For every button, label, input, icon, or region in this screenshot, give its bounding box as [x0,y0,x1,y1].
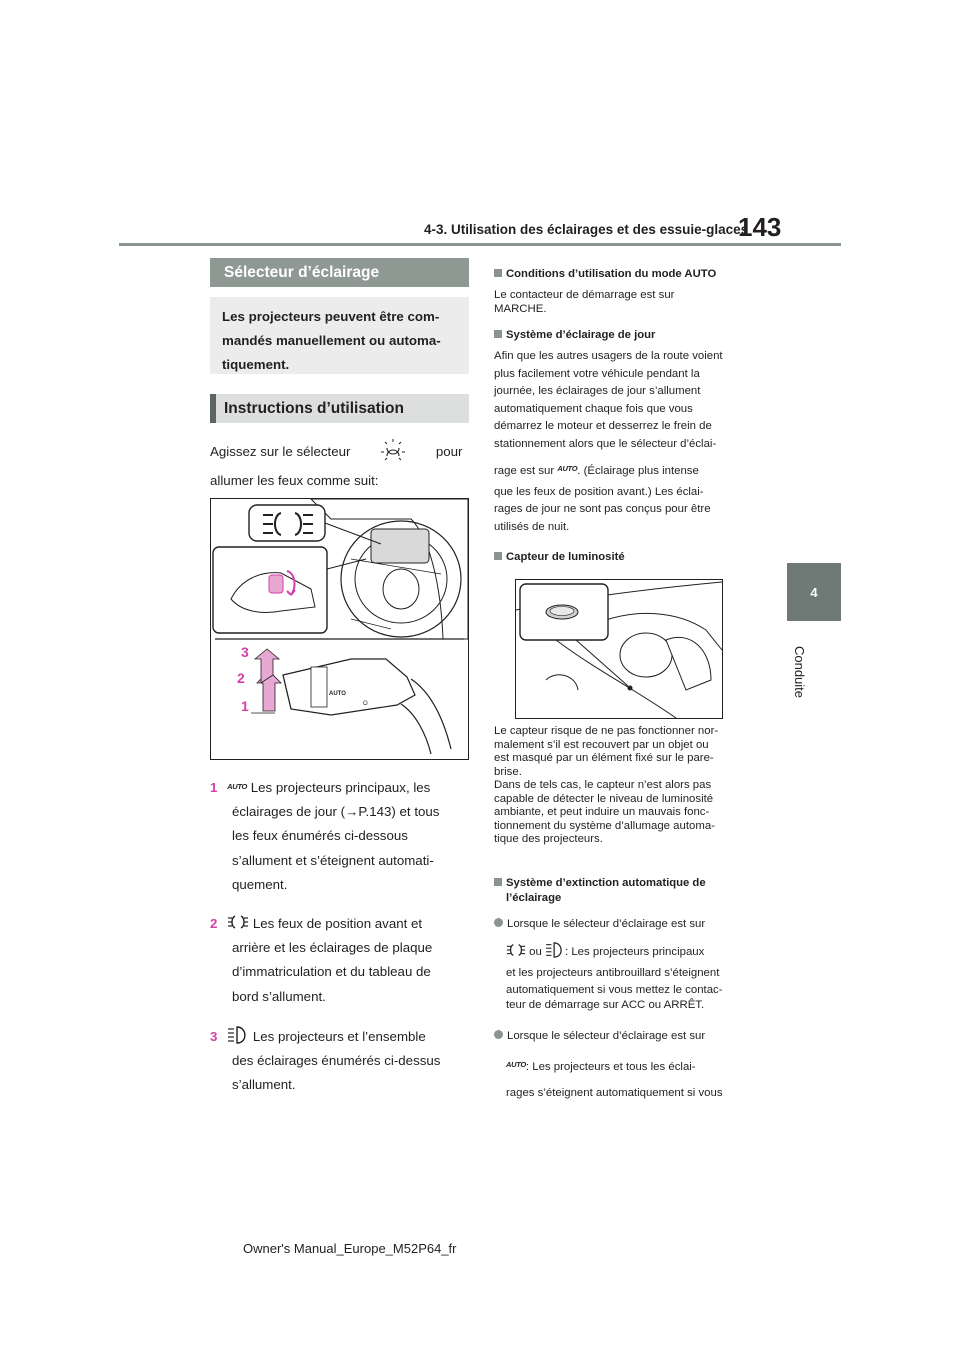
light-sensor-illustration [515,579,723,719]
intro-line: Les projecteurs peuvent être com- [222,309,440,324]
text-fragment: Lorsque le sélecteur d’éclairage est sur [507,1030,706,1042]
heading-marker [494,269,502,277]
instructions-line-1 [210,438,470,465]
intro-line: mandés manuellement ou automa- [222,333,441,348]
text-line [494,1056,752,1077]
instructions-text-a: Agissez sur le sélecteur [210,444,351,459]
text-line [494,460,752,481]
section-title-instructions [210,394,469,423]
header-rule [119,243,841,246]
callout-2: 2 [237,670,245,686]
position-lights-icon [506,943,526,957]
step-text: s’allument et s’éteignent automati- [232,852,434,868]
text-line: malement s’il est recouvert par un objet ou [494,738,709,751]
step-2 [210,912,470,1009]
step-number: 3 [210,1029,218,1044]
step-1 [210,775,470,897]
text-line: et les projecteurs antibrouillard s’éteignent [506,967,720,979]
text-fragment: : Les projecteurs principaux [565,945,705,958]
step-text: bord s’allument. [232,988,326,1004]
text-line: Le capteur risque de ne pas fonctionner nor- [494,725,719,737]
step-text: Les projecteurs principaux, les [250,780,431,795]
intro-line: tiquement. [222,357,290,372]
intro-box [210,297,469,374]
callout-1: 1 [241,698,249,714]
text-line [494,942,752,962]
text-line: rages s’éteignent automatiquement si vous [506,1087,723,1099]
chapter-title: 4-3. Utilisation des éclairages et des essuie-glaces [424,222,749,237]
heading-marker [494,552,502,560]
text-line: teur de démarrage sur ACC ou ARRÊT. [506,998,705,1011]
text-line: est masqué par un élément fixé sur le pare- [494,752,714,764]
text-line: tique des projecteurs. [494,833,603,845]
light-switch-drawing [211,499,468,759]
text-fragment: . (Éclairage plus intense [577,465,699,477]
text-line: journée, les éclairages de jour s’allument [494,385,701,397]
text-line: Le contacteur de démarrage est sur [494,289,675,301]
heading-sensor [494,550,754,565]
heading-text: Système d’extinction automatique de [506,877,706,889]
bullet-dot [494,1030,503,1039]
step-text: d’immatriculation et du tableau de [232,964,431,980]
sensor-text [494,725,752,847]
text-line: stationnement alors que le sélecteur d’éclai- [494,437,717,450]
drl-text [494,348,752,536]
text-fragment: Lorsque le sélecteur d’éclairage est sur [507,918,706,930]
page-number: 143 [738,212,782,242]
text-line: utilisés de nuit. [494,520,570,533]
text-fragment: : Les projecteurs et tous les éclai- [525,1060,696,1073]
step-text: arrière et les éclairages de plaque [232,940,433,956]
light-sensor-drawing [516,580,722,718]
callout-3: 3 [241,644,249,660]
auto-icon: AUTO [557,464,578,473]
step-number: 2 [210,916,218,931]
headlights-icon [545,942,565,958]
step-text: éclairages de jour (→P.143) et tous [232,804,440,820]
heading-drl [494,328,754,343]
heading-text: l’éclairage [506,892,562,904]
step-text: les feux énumérés ci-dessous [232,828,408,844]
heading-text: Capteur de luminosité [506,551,625,563]
text-line: ambiante, et peut induire un mauvais fonc- [494,806,710,818]
auto-off-bullet-2 [494,1028,752,1103]
text-line: démarrez le moteur et desserrez le frein de [494,420,712,432]
step-text: s’allument. [232,1077,296,1093]
text-line: automatiquement chaque fois que vous [494,402,693,415]
step-3 [210,1025,470,1098]
instructions-intro [210,438,470,493]
heading-marker [494,330,502,338]
footer-doc-id: Owner's Manual_Europe_M52P64_fr [243,1241,457,1256]
step-text: Les projecteurs et l’ensemble [252,1029,426,1044]
step-text: quement. [232,876,288,892]
auto-off-bullet-1 [494,916,752,1013]
text-fragment: ou [529,945,542,958]
text-line: Dans de tels cas, le capteur n’est alors pas [494,779,712,791]
text-line: capable de détecter le niveau de luminosité [494,792,714,805]
text-line: automatiquement si vous mettez le contac- [506,983,723,996]
off-position-label: O [363,701,368,707]
light-switch-illustration [210,498,469,760]
position-lights-icon [227,915,249,929]
heading-marker [494,878,502,886]
instructions-line-2: allumer les feux comme suit: [210,472,379,488]
step-text: Les feux de position avant et [252,916,423,931]
auto-icon: AUTO [506,1059,526,1069]
text-line: plus facilement votre véhicule pendant la [494,367,700,380]
heading-text: Système d’éclairage de jour [506,329,656,341]
auto-position-label: AUTO [329,691,346,697]
headlights-icon [227,1026,249,1044]
step-number: 1 [210,780,218,795]
text-line: Afin que les autres usagers de la route voient [494,350,723,362]
instructions-title-text: Instructions d’utilisation [224,399,404,417]
chapter-tab[interactable]: 4 [787,563,841,621]
heading-auto-off [494,876,754,906]
text-line: que les feux de position avant.) Les éclai- [494,485,704,498]
auto-icon: AUTO [227,782,248,791]
text-line: rages de jour ne sont pas conçus pour être [494,503,711,515]
bullet-dot [494,918,503,927]
heading-auto-conditions [494,267,754,282]
text-line: brise. [494,765,522,778]
chapter-tab-label: Conduite [792,645,807,699]
heading-text: Conditions d’utilisation du mode AUTO [506,268,717,280]
light-selector-icon [376,438,410,462]
step-text: des éclairages énumérés ci-dessus [232,1053,441,1069]
text-fragment: rage est sur [494,465,555,477]
section-title-selector: Sélecteur d’éclairage [210,258,469,287]
instructions-text-b: pour [435,444,463,459]
text-line: tionnement du système d’allumage automa- [494,819,715,832]
text-line: MARCHE. [494,302,547,315]
auto-conditions-text [494,289,752,316]
